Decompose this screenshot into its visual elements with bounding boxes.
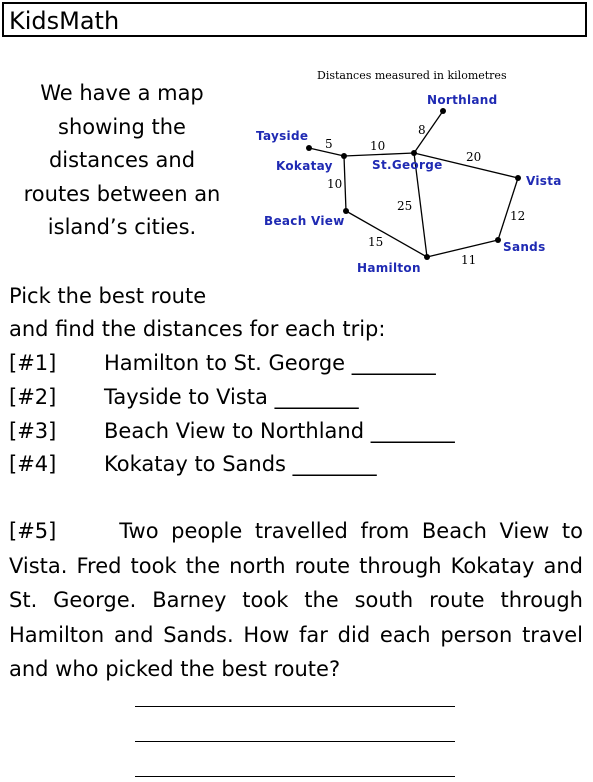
city-dot-st-george	[411, 150, 417, 156]
distance-stgeorge-hamilton: 25	[397, 199, 413, 213]
city-label-kokatay: Kokatay	[276, 159, 333, 173]
route-beachview-hamilton	[346, 211, 427, 257]
city-label-tayside: Tayside	[256, 129, 309, 143]
distance-stgeorge-vista: 20	[466, 150, 482, 164]
city-label-beach-view: Beach View	[264, 214, 345, 228]
island-map	[250, 62, 562, 284]
question-text: Hamilton to St. George ________	[104, 351, 436, 375]
distance-stgeorge-northland: 8	[418, 123, 426, 137]
question-number: [#4]	[9, 452, 57, 476]
distance-hamilton-sands: 11	[461, 253, 477, 267]
city-dot-vista	[515, 175, 521, 181]
answer-line[interactable]	[135, 776, 455, 777]
distance-kokatay-beachview: 10	[327, 177, 343, 191]
distance-beachview-hamilton: 15	[368, 235, 384, 249]
intro-line: routes between an	[23, 181, 221, 206]
question-number: [#2]	[9, 385, 57, 409]
city-label-st-george: St.George	[372, 158, 443, 172]
city-label-northland: Northland	[427, 93, 498, 107]
page-title: KidsMath	[9, 7, 120, 35]
instruction-line-2: and find the distances for each trip:	[9, 317, 386, 341]
city-label-hamilton: Hamilton	[357, 261, 421, 275]
answer-line[interactable]	[135, 706, 455, 707]
route-kokatay-beachview	[344, 156, 346, 211]
city-dot-hamilton	[424, 254, 430, 260]
city-dot-northland	[440, 108, 446, 114]
island-map-svg	[250, 62, 562, 284]
question-5-number: [#5]	[9, 519, 57, 543]
city-dot-sands	[495, 237, 501, 243]
intro-line: showing the	[58, 114, 186, 139]
route-kokatay-stgeorge	[344, 153, 414, 156]
header-box	[2, 2, 587, 37]
distance-tayside-kokatay: 5	[325, 137, 333, 151]
question-text: Kokatay to Sands ________	[104, 452, 377, 476]
city-dot-kokatay	[341, 153, 347, 159]
intro-line: distances and	[48, 148, 196, 172]
city-label-sands: Sands	[503, 240, 546, 254]
intro-line: island’s cities.	[47, 215, 197, 239]
answer-line[interactable]	[135, 741, 455, 742]
question-number: [#1]	[9, 351, 57, 375]
distance-vista-sands: 12	[510, 209, 526, 223]
city-label-vista: Vista	[526, 174, 562, 188]
city-dot-tayside	[306, 145, 312, 151]
distance-kokatay-stgeorge: 10	[370, 139, 386, 153]
question-5-text: Two people travelled from Beach View to Vista. Fred took the north route through Kokatay and St. George. Barney took the south route through Hamilton and Sands. How far did each person travel and who picked the best route?	[9, 519, 583, 681]
question-text: Beach View to Northland ________	[104, 419, 455, 443]
instruction-line-1: Pick the best route	[9, 284, 207, 308]
intro-line: We have a map	[40, 81, 204, 105]
question-number: [#3]	[9, 419, 57, 443]
question-text: Tayside to Vista ________	[104, 385, 359, 409]
intro-paragraph	[8, 77, 236, 245]
map-caption: Distances measured in kilometres	[317, 69, 507, 82]
question-5	[9, 514, 583, 687]
